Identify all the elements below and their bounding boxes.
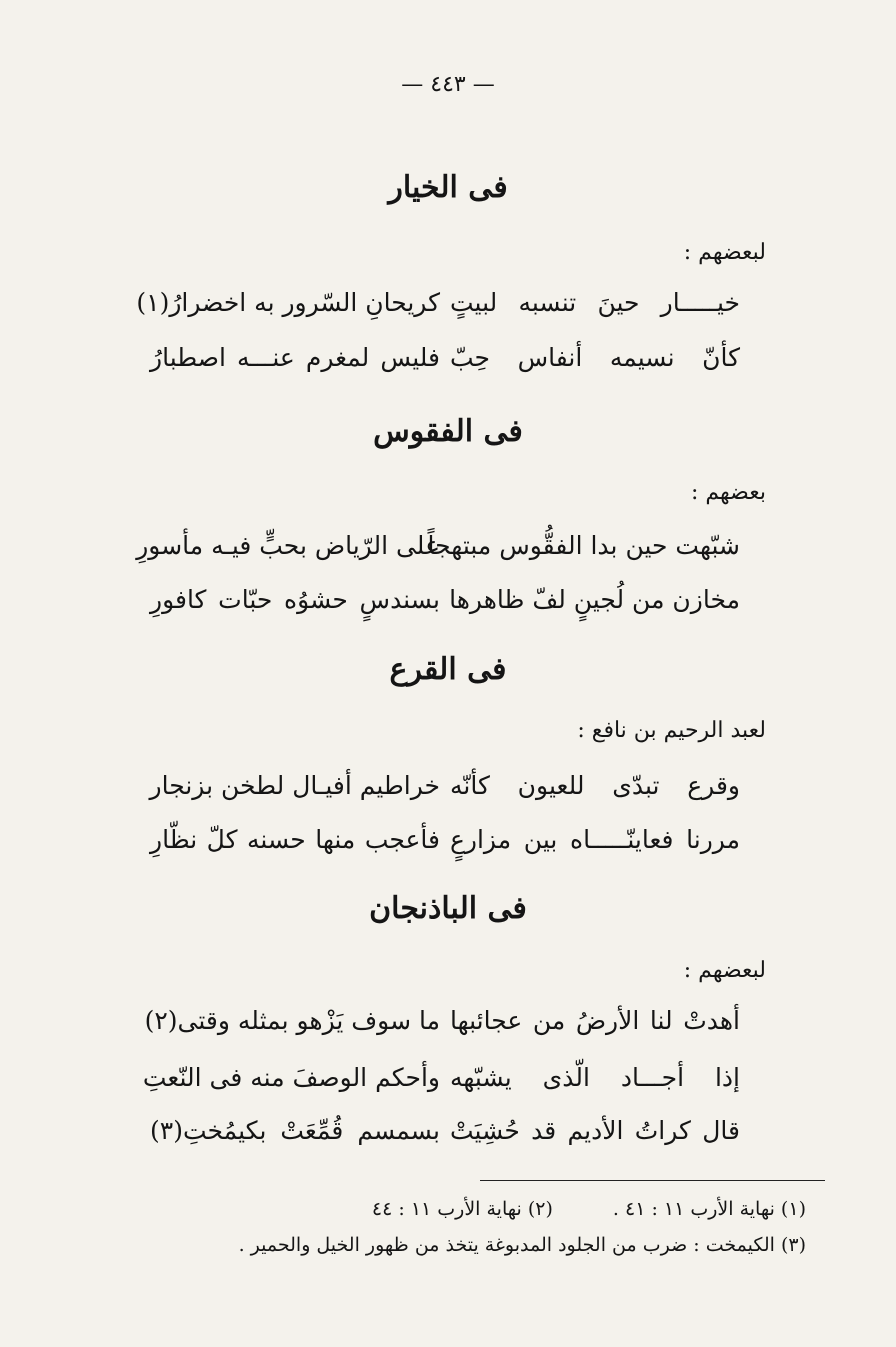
second-hemistich: بسمسم قُمِّعَتْ بكيمُختِ(٣) <box>150 1116 440 1145</box>
first-hemistich: مررنا فعاينّـــــاه بين مزارعٍ <box>450 825 740 854</box>
second-hemistich: فليس لمغرم عنـــه اصطبارُ <box>150 343 440 372</box>
page-number: — ٤٤٣ — <box>401 72 495 97</box>
first-hemistich: مخازن من لُجينٍ لفّ ظاهرها <box>449 585 740 614</box>
footnote-divider <box>480 1180 825 1181</box>
second-hemistich: ما سوف يَزْهو بمثله وقتى(٢) <box>144 1006 440 1035</box>
first-hemistich: قال كراتُ الأديم قد حُشِيَتْ <box>450 1116 740 1145</box>
attribution-line: لبعضهم : <box>683 958 766 983</box>
verse-line <box>150 585 740 625</box>
attribution-line: لعبد الرحيم بن نافع : <box>577 718 766 743</box>
first-hemistich: كأنّ نسيمه أنفاس حِبّ <box>450 343 740 372</box>
first-hemistich: وقرع تبدّى للعيون كأنّه <box>450 771 740 800</box>
verse-line <box>136 531 740 571</box>
verse-line <box>142 1063 740 1103</box>
section-heading-eggplant: فى الباذنجان <box>369 891 527 926</box>
footnote-1: (١) نهاية الأرب ١١ : ٤١ . <box>612 1198 806 1220</box>
second-hemistich: على الرّياض بحبٍّ فيـه مأسورِ <box>136 531 440 560</box>
section-heading-cucumber: فى الخيار <box>388 170 508 205</box>
second-hemistich: خراطيم أفيـال لطخن بزنجار <box>149 771 440 800</box>
footnote-3: (٣) الكيمخت : ضرب من الجلود المدبوغة يتخذ من ظهور الخيل والحمير . <box>238 1234 806 1256</box>
verse-line <box>150 825 740 865</box>
section-heading-gourd: فى القرع <box>389 652 507 687</box>
verse-line <box>150 1116 740 1156</box>
first-hemistich: إذا أجـــاد الّذى يشبّهه <box>450 1063 740 1092</box>
verse-line <box>150 343 740 383</box>
footnote-2: (٢) نهاية الأرب ١١ : ٤٤ <box>371 1198 553 1220</box>
verse-line <box>136 288 740 328</box>
second-hemistich: كريحانِ السّرور به اخضرارُ(١) <box>136 288 440 317</box>
verse-line <box>150 771 740 811</box>
second-hemistich: بسندسٍ حشوُه حبّات كافورِ <box>150 585 440 614</box>
footnote-line <box>372 1198 806 1220</box>
first-hemistich: خيـــــار حينَ تنسبه لبيتٍ <box>450 288 740 317</box>
verse-line <box>144 1006 740 1046</box>
first-hemistich: أهدتْ لنا الأرضُ من عجائبها <box>450 1006 740 1035</box>
attribution-line: بعضهم : <box>690 480 766 505</box>
first-hemistich: شبّهت حين بدا الفقُّوس مبتهجاً <box>427 531 740 560</box>
second-hemistich: وأحكم الوصفَ منه فى النّعتِ <box>142 1063 440 1092</box>
attribution-line: لبعضهم : <box>683 240 766 265</box>
second-hemistich: فأعجب منها حسنه كلّ نظّارِ <box>150 825 440 854</box>
section-heading-melon: فى الفقوس <box>373 414 523 449</box>
